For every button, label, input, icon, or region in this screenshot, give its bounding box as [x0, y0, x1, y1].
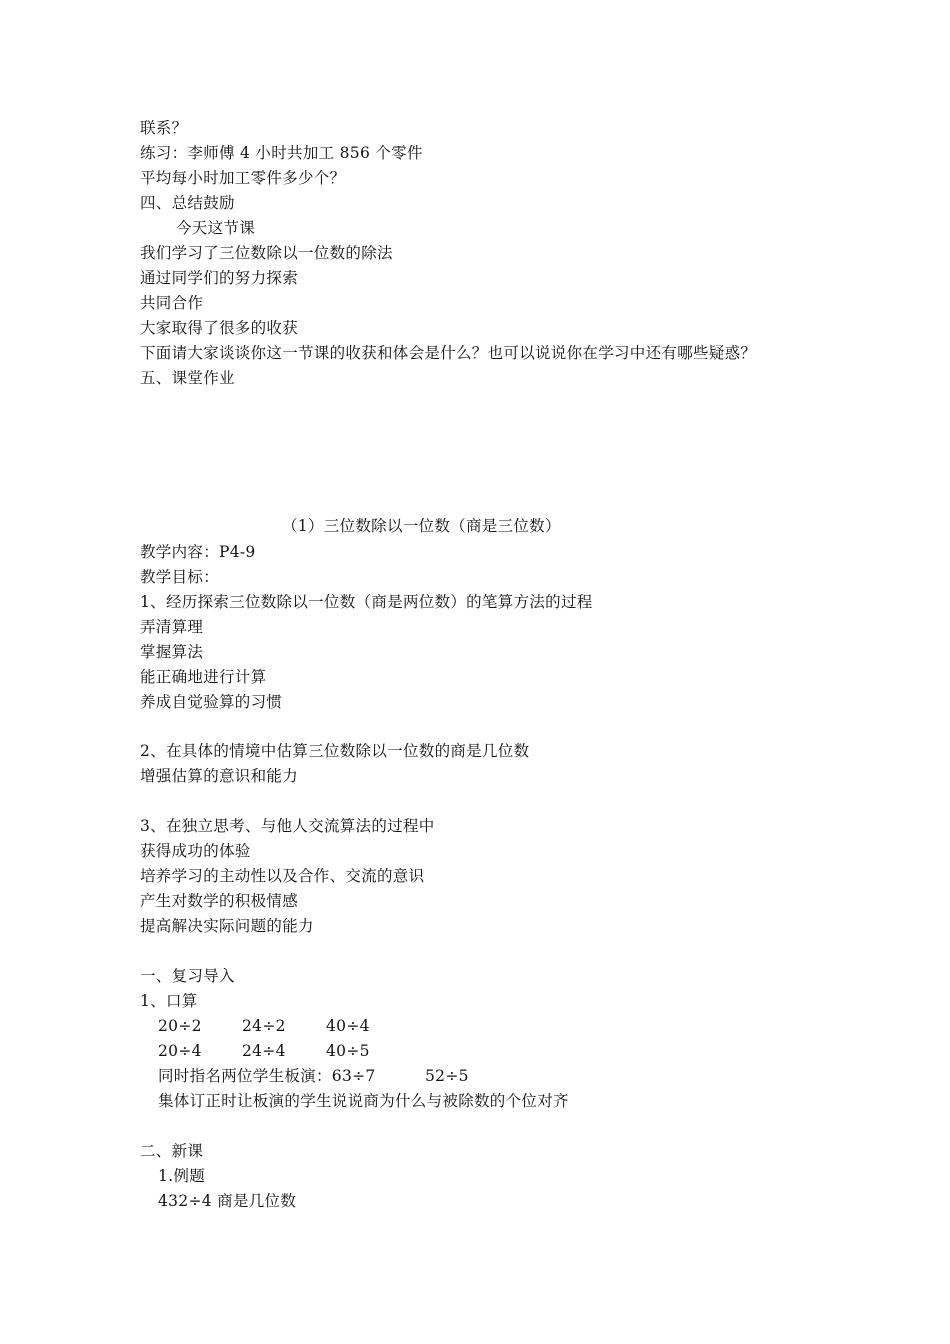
oral-calc-row — [158, 1016, 370, 1036]
section-heading: 二、新课 — [140, 1142, 204, 1160]
goal-1-item: 养成自觉验算的习惯 — [140, 693, 283, 711]
example-label: 1.例题 — [158, 1167, 205, 1185]
board-exercise-label: 同时指名两位学生板演：63÷7 — [158, 1067, 376, 1085]
section-heading: 四、总结鼓励 — [140, 194, 235, 212]
text-line: 联系？ — [140, 119, 188, 137]
text-line: 我们学习了三位数除以一位数的除法 — [140, 244, 393, 262]
teaching-content: 教学内容：P4-9 — [140, 543, 256, 561]
correction-text: 集体订正时让板演的学生说说商为什么与被除数的个位对齐 — [158, 1092, 569, 1110]
calc-item: 20÷2 — [158, 1017, 202, 1035]
teaching-goals-label: 教学目标： — [140, 568, 220, 586]
text-line: 平均每小时加工零件多少个？ — [140, 169, 346, 187]
text-line: 下面请大家谈谈你这一节课的收获和体会是什么？也可以说说你在学习中还有哪些疑惑？ — [140, 344, 757, 362]
sub-heading: 1、口算 — [140, 992, 198, 1010]
text-line: 今天这节课 — [176, 219, 256, 237]
section-heading: 一、复习导入 — [140, 967, 235, 985]
section-title: （1）三位数除以一位数（商是三位数） — [282, 517, 561, 535]
goal-2: 2、在具体的情境中估算三位数除以一位数的商是几位数 — [140, 742, 530, 760]
board-exercise — [158, 1066, 469, 1086]
calc-item: 20÷4 — [158, 1042, 202, 1060]
calc-item: 40÷5 — [326, 1042, 370, 1060]
calc-item: 24÷4 — [242, 1042, 286, 1060]
goal-3: 3、在独立思考、与他人交流算法的过程中 — [140, 817, 435, 835]
goal-3-item: 提高解决实际问题的能力 — [140, 917, 314, 935]
text-line: 通过同学们的努力探索 — [140, 269, 299, 287]
oral-calc-row — [158, 1041, 370, 1061]
goal-1-item: 掌握算法 — [140, 643, 204, 661]
goal-1: 1、经历探索三位数除以一位数（商是两位数）的笔算方法的过程 — [140, 593, 593, 611]
goal-2-item: 增强估算的意识和能力 — [140, 767, 299, 785]
board-exercise-extra: 52÷5 — [425, 1067, 469, 1085]
section-heading: 五、课堂作业 — [140, 369, 235, 387]
text-line: 大家取得了很多的收获 — [140, 319, 299, 337]
example-question: 432÷4 商是几位数 — [158, 1192, 297, 1210]
goal-3-item: 获得成功的体验 — [140, 842, 251, 860]
text-line: 共同合作 — [140, 294, 204, 312]
goal-3-item: 产生对数学的积极情感 — [140, 892, 299, 910]
goal-1-item: 能正确地进行计算 — [140, 668, 267, 686]
text-line: 练习：李师傅 4 小时共加工 856 个零件 — [140, 144, 423, 162]
goal-1-item: 弄清算理 — [140, 618, 204, 636]
calc-item: 24÷2 — [242, 1017, 286, 1035]
calc-item: 40÷4 — [326, 1017, 370, 1035]
goal-3-item: 培养学习的主动性以及合作、交流的意识 — [140, 867, 425, 885]
